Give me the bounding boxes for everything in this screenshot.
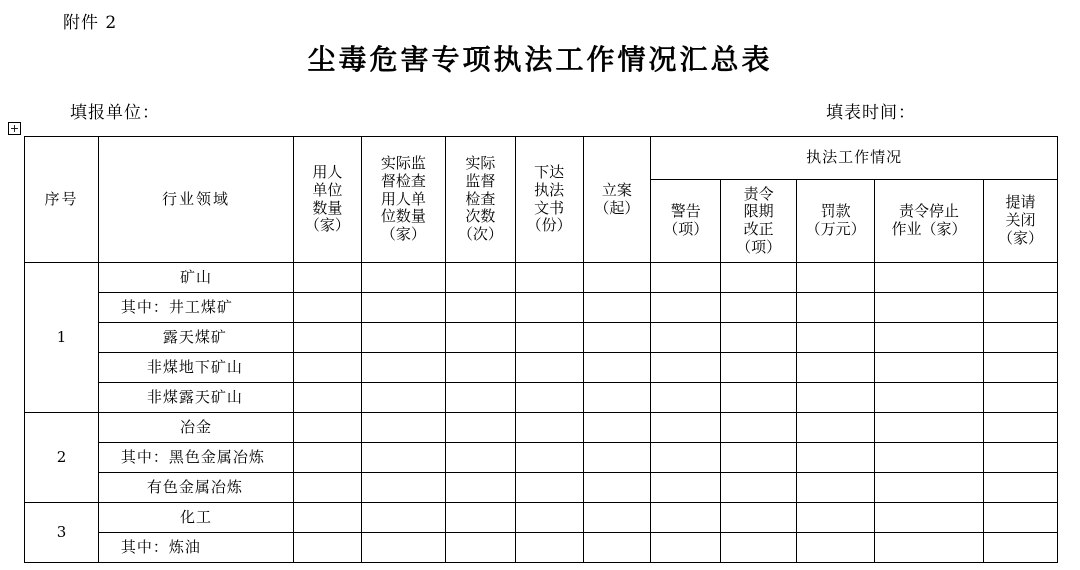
header-employer-count: [294, 137, 362, 263]
cell-fine[interactable]: [797, 473, 875, 503]
cell-cases[interactable]: [583, 473, 651, 503]
row-label: [98, 503, 293, 533]
cell-warning[interactable]: [651, 263, 721, 293]
cell-actual-inspections[interactable]: [445, 293, 515, 323]
cell-fine[interactable]: [797, 353, 875, 383]
cell-order-stop[interactable]: [875, 323, 984, 353]
row-label: [98, 473, 293, 503]
header-line: 数量: [312, 198, 343, 217]
cell-request-close[interactable]: [983, 503, 1057, 533]
header-line: 执法: [534, 180, 565, 199]
cell-fine[interactable]: [797, 413, 875, 443]
header-line: 实际: [465, 154, 496, 173]
cell-cases[interactable]: [583, 353, 651, 383]
row-label-text: 化工: [179, 507, 212, 526]
cell-cases[interactable]: [583, 293, 651, 323]
cell-order-stop[interactable]: [875, 533, 984, 563]
cell-fine[interactable]: [797, 293, 875, 323]
cell-documents[interactable]: [515, 323, 583, 353]
cell-request-close[interactable]: [983, 323, 1057, 353]
row-seq: 3: [25, 503, 99, 563]
header-line: （次）: [457, 225, 503, 244]
cell-order-rectify[interactable]: [721, 293, 797, 323]
cell-warning[interactable]: [651, 353, 721, 383]
cell-order-rectify[interactable]: [721, 353, 797, 383]
header-cases-filed: [583, 137, 651, 263]
cell-documents[interactable]: [515, 263, 583, 293]
header-line: 用人: [312, 163, 343, 182]
cell-order-stop[interactable]: [875, 443, 984, 473]
cell-actual-supervised[interactable]: [361, 533, 445, 563]
header-line: 单位: [312, 180, 343, 199]
cell-order-stop[interactable]: [875, 353, 984, 383]
cell-request-close[interactable]: [983, 533, 1057, 563]
cell-cases[interactable]: [583, 443, 651, 473]
cell-fine[interactable]: [797, 383, 875, 413]
cell-cases[interactable]: [583, 383, 651, 413]
header-line: （项）: [663, 220, 709, 238]
cell-actual-inspections[interactable]: [445, 323, 515, 353]
cell-warning[interactable]: [651, 443, 721, 473]
row-label: [98, 533, 293, 563]
cell-warning[interactable]: [651, 473, 721, 503]
table-row: [25, 533, 1058, 563]
header-order-stop: [875, 180, 984, 263]
row-label-text: 非煤露天矿山: [146, 387, 243, 406]
header-line: （份）: [526, 216, 572, 235]
reporting-unit-label: 填报单位：: [70, 103, 160, 123]
attachment-label: 附件 2: [63, 13, 118, 33]
row-label: [98, 413, 293, 443]
cell-fine[interactable]: [797, 533, 875, 563]
row-label-text: 非煤地下矿山: [146, 357, 243, 376]
table-row: [25, 293, 1058, 323]
row-label: [98, 443, 293, 473]
cell-request-close[interactable]: [983, 263, 1057, 293]
row-label: [98, 353, 293, 383]
header-line: 下达: [534, 163, 565, 182]
header-line: 位数量: [380, 207, 426, 226]
table-row: [25, 413, 1058, 443]
cell-fine[interactable]: [797, 503, 875, 533]
header-line: 罚款: [820, 202, 851, 221]
table-row: [25, 383, 1058, 413]
cell-order-rectify[interactable]: [721, 533, 797, 563]
row-label-text: 其中：炼油: [120, 537, 201, 556]
table-row: [25, 353, 1058, 383]
header-seq: 序号: [25, 137, 99, 263]
cell-documents[interactable]: [515, 353, 583, 383]
table-row: [25, 503, 1058, 533]
cell-actual-inspections[interactable]: [445, 353, 515, 383]
cell-cases[interactable]: [583, 503, 651, 533]
cell-request-close[interactable]: [983, 383, 1057, 413]
row-label: [98, 323, 293, 353]
header-field: 行业领域: [98, 137, 293, 263]
row-label: [98, 263, 293, 293]
cell-documents[interactable]: [515, 383, 583, 413]
header-line: （家）: [380, 225, 426, 244]
row-seq: 1: [25, 263, 99, 413]
header-line: （家）: [304, 216, 350, 235]
table-row: [25, 473, 1058, 503]
header-line: （家）: [997, 228, 1043, 247]
cell-warning[interactable]: [651, 413, 721, 443]
cell-cases[interactable]: [583, 413, 651, 443]
header-order-rectify: [721, 180, 797, 263]
cell-request-close[interactable]: [983, 443, 1057, 473]
cell-cases[interactable]: [583, 263, 651, 293]
cell-actual-supervised[interactable]: [361, 383, 445, 413]
summary-table: [24, 136, 1058, 563]
cell-employer-count[interactable]: [294, 383, 362, 413]
cell-employer-count[interactable]: [294, 533, 362, 563]
header-line: （起）: [594, 198, 640, 217]
header-line: 提请: [1005, 193, 1036, 212]
table-corner-handle[interactable]: +: [9, 122, 20, 135]
header-line: 警告: [670, 202, 701, 221]
row-label-text: 矿山: [179, 267, 212, 286]
cell-order-rectify[interactable]: [721, 413, 797, 443]
cell-documents[interactable]: [515, 473, 583, 503]
cell-cases[interactable]: [583, 533, 651, 563]
header-line: 实际监: [380, 154, 426, 173]
row-label-text: 其中：黑色金属冶炼: [120, 447, 265, 466]
cell-documents[interactable]: [515, 443, 583, 473]
cell-documents[interactable]: [515, 503, 583, 533]
header-warning: [651, 180, 721, 263]
cell-actual-supervised[interactable]: [361, 473, 445, 503]
cell-actual-inspections[interactable]: [445, 443, 515, 473]
cell-order-stop[interactable]: [875, 503, 984, 533]
header-line: 责令: [743, 184, 774, 203]
cell-request-close[interactable]: [983, 413, 1057, 443]
header-line: 责令停止: [899, 202, 960, 221]
row-label-text: 其中：井工煤矿: [120, 297, 233, 316]
header-line: 关闭: [1005, 211, 1036, 230]
cell-actual-inspections[interactable]: [445, 263, 515, 293]
cell-actual-supervised[interactable]: [361, 413, 445, 443]
header-request-close: [983, 180, 1057, 263]
cell-employer-count[interactable]: [294, 503, 362, 533]
cell-order-rectify[interactable]: [721, 383, 797, 413]
cell-order-rectify[interactable]: [721, 503, 797, 533]
cell-fine[interactable]: [797, 443, 875, 473]
row-label-text: 有色金属冶炼: [146, 477, 243, 496]
cell-warning[interactable]: [651, 533, 721, 563]
header-line: 检查: [465, 189, 496, 208]
header-line: 监督: [465, 171, 496, 190]
header-line: 限期: [743, 202, 774, 221]
cell-order-rectify[interactable]: [721, 473, 797, 503]
cell-employer-count[interactable]: [294, 323, 362, 353]
cell-employer-count[interactable]: [294, 263, 362, 293]
cell-employer-count[interactable]: [294, 413, 362, 443]
meta-row: [0, 98, 1080, 122]
header-actual-inspections: [445, 137, 515, 263]
cell-order-stop[interactable]: [875, 473, 984, 503]
header-line: 文书: [534, 198, 565, 217]
header-documents-issued: [515, 137, 583, 263]
header-enforcement-group: 执法工作情况: [651, 137, 1058, 180]
cell-warning[interactable]: [651, 323, 721, 353]
header-line: 督检查: [380, 171, 426, 190]
cell-fine[interactable]: [797, 263, 875, 293]
cell-documents[interactable]: [515, 413, 583, 443]
cell-actual-supervised[interactable]: [361, 443, 445, 473]
header-line: 用人单: [380, 189, 426, 208]
header-line: 立案: [601, 180, 632, 199]
cell-documents[interactable]: [515, 293, 583, 323]
cell-employer-count[interactable]: [294, 473, 362, 503]
cell-employer-count[interactable]: [294, 353, 362, 383]
cell-actual-inspections[interactable]: [445, 383, 515, 413]
cell-order-rectify[interactable]: [721, 263, 797, 293]
row-label: [98, 383, 293, 413]
cell-actual-inspections[interactable]: [445, 503, 515, 533]
cell-actual-supervised[interactable]: [361, 503, 445, 533]
cell-order-rectify[interactable]: [721, 323, 797, 353]
cell-actual-inspections[interactable]: [445, 473, 515, 503]
cell-order-stop[interactable]: [875, 413, 984, 443]
cell-warning[interactable]: [651, 503, 721, 533]
cell-order-stop[interactable]: [875, 383, 984, 413]
table-row: [25, 263, 1058, 293]
row-label-text: 冶金: [179, 417, 212, 436]
cell-employer-count[interactable]: [294, 443, 362, 473]
cell-actual-supervised[interactable]: [361, 323, 445, 353]
cell-fine[interactable]: [797, 323, 875, 353]
header-line: （项）: [736, 237, 782, 256]
page-title: 尘毒危害专项执法工作情况汇总表: [307, 43, 773, 76]
cell-order-rectify[interactable]: [721, 443, 797, 473]
cell-warning[interactable]: [651, 383, 721, 413]
cell-cases[interactable]: [583, 323, 651, 353]
fill-date-label: 填表时间：: [826, 103, 916, 123]
cell-request-close[interactable]: [983, 473, 1057, 503]
row-seq: 2: [25, 413, 99, 503]
cell-documents[interactable]: [515, 533, 583, 563]
header-actual-supervised-employers: [361, 137, 445, 263]
table-header-row-1: [25, 137, 1058, 180]
header-line: 次数: [465, 207, 496, 226]
cell-employer-count[interactable]: [294, 293, 362, 323]
header-line: （万元）: [805, 220, 866, 238]
cell-request-close[interactable]: [983, 353, 1057, 383]
cell-actual-supervised[interactable]: [361, 293, 445, 323]
cell-actual-inspections[interactable]: [445, 413, 515, 443]
cell-order-stop[interactable]: [875, 293, 984, 323]
header-line: 改正: [743, 220, 774, 238]
header-line: 作业（家）: [891, 220, 967, 238]
table-row: [25, 443, 1058, 473]
table-row: [25, 323, 1058, 353]
row-label: [98, 293, 293, 323]
cell-actual-supervised[interactable]: [361, 263, 445, 293]
cell-order-stop[interactable]: [875, 263, 984, 293]
row-label-text: 露天煤矿: [162, 327, 227, 346]
cell-actual-supervised[interactable]: [361, 353, 445, 383]
cell-warning[interactable]: [651, 293, 721, 323]
cell-request-close[interactable]: [983, 293, 1057, 323]
header-fine: [797, 180, 875, 263]
cell-actual-inspections[interactable]: [445, 533, 515, 563]
